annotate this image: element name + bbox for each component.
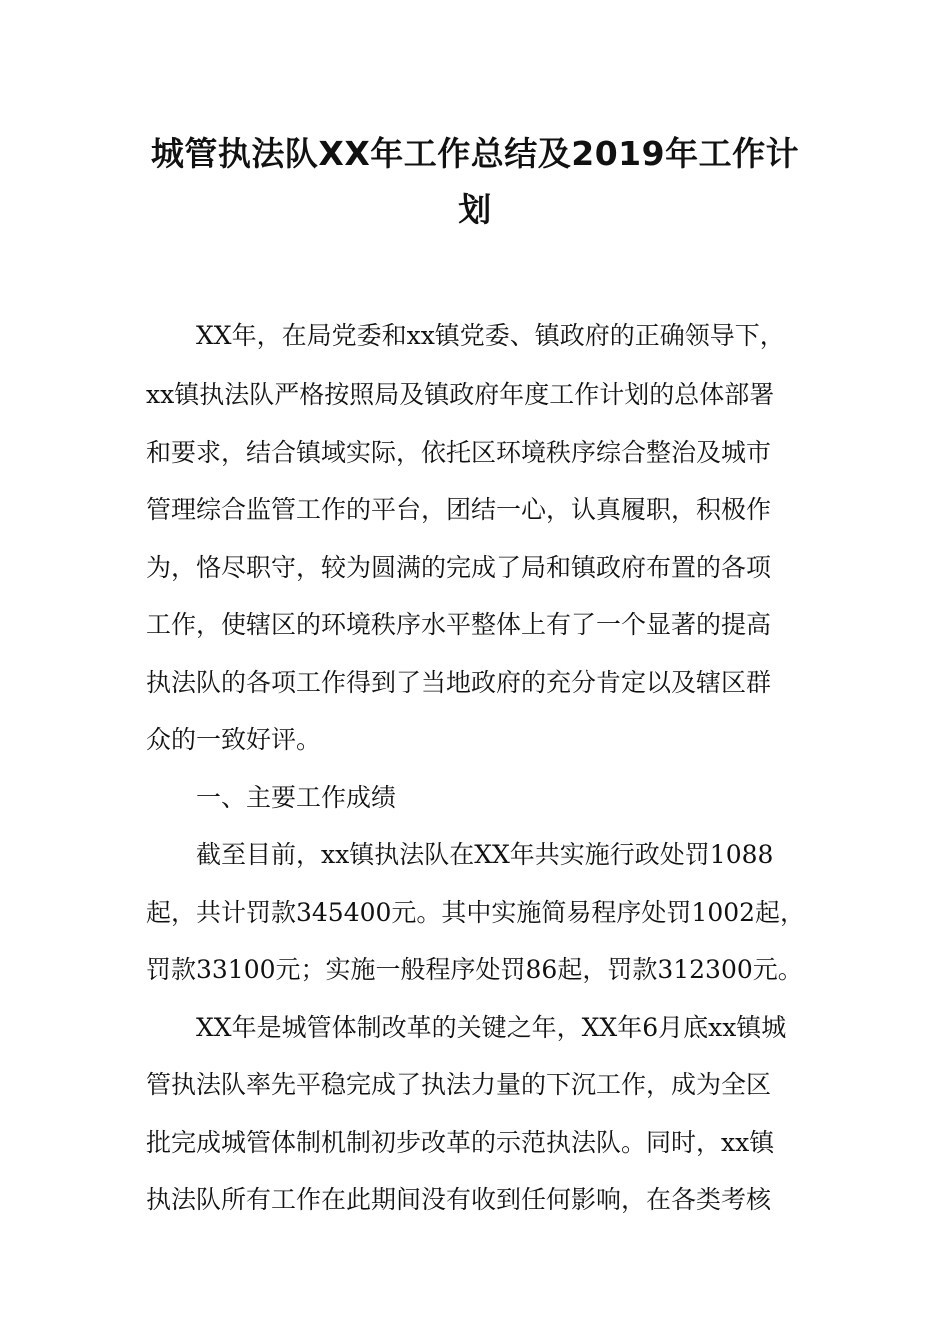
body-line: xx镇执法队严格按照局及镇政府年度工作计划的总体部署 bbox=[146, 380, 775, 409]
section-heading: 一、主要工作成绩 bbox=[196, 783, 397, 812]
document-title-line-2: 划 bbox=[458, 190, 492, 229]
body-line: 起，共计罚款345400元。其中实施简易程序处罚1002起， bbox=[146, 898, 806, 927]
body-line: 截至目前，xx镇执法队在XX年共实施行政处罚1088 bbox=[196, 840, 774, 869]
document-title-line-1: 城管执法队XX年工作总结及2019年工作计 bbox=[150, 134, 800, 173]
body-line: 工作，使辖区的环境秩序水平整体上有了一个显著的提高 bbox=[146, 610, 772, 639]
body-line: 管理综合监管工作的平台，团结一心，认真履职，积极作 bbox=[146, 495, 772, 524]
body-line: 管执法队率先平稳完成了执法力量的下沉工作，成为全区 bbox=[146, 1070, 772, 1099]
body-line: XX年是城管体制改革的关键之年，XX年6月底xx镇城 bbox=[196, 1013, 787, 1042]
body-line: 为，恪尽职守，较为圆满的完成了局和镇政府布置的各项 bbox=[146, 553, 772, 582]
body-line: 众的一致好评。 bbox=[146, 725, 322, 754]
body-line: 批完成城管体制机制初步改革的示范执法队。同时，xx镇 bbox=[146, 1128, 775, 1157]
body-line: 罚款33100元；实施一般程序处罚86起，罚款312300元。 bbox=[146, 955, 803, 984]
body-line: 执法队的各项工作得到了当地政府的充分肯定以及辖区群 bbox=[146, 668, 772, 697]
body-line: XX年，在局党委和xx镇党委、镇政府的正确领导下， bbox=[196, 321, 785, 350]
body-line: 执法队所有工作在此期间没有收到任何影响，在各类考核 bbox=[146, 1185, 772, 1214]
body-line: 和要求，结合镇域实际，依托区环境秩序综合整治及城市 bbox=[146, 438, 772, 467]
